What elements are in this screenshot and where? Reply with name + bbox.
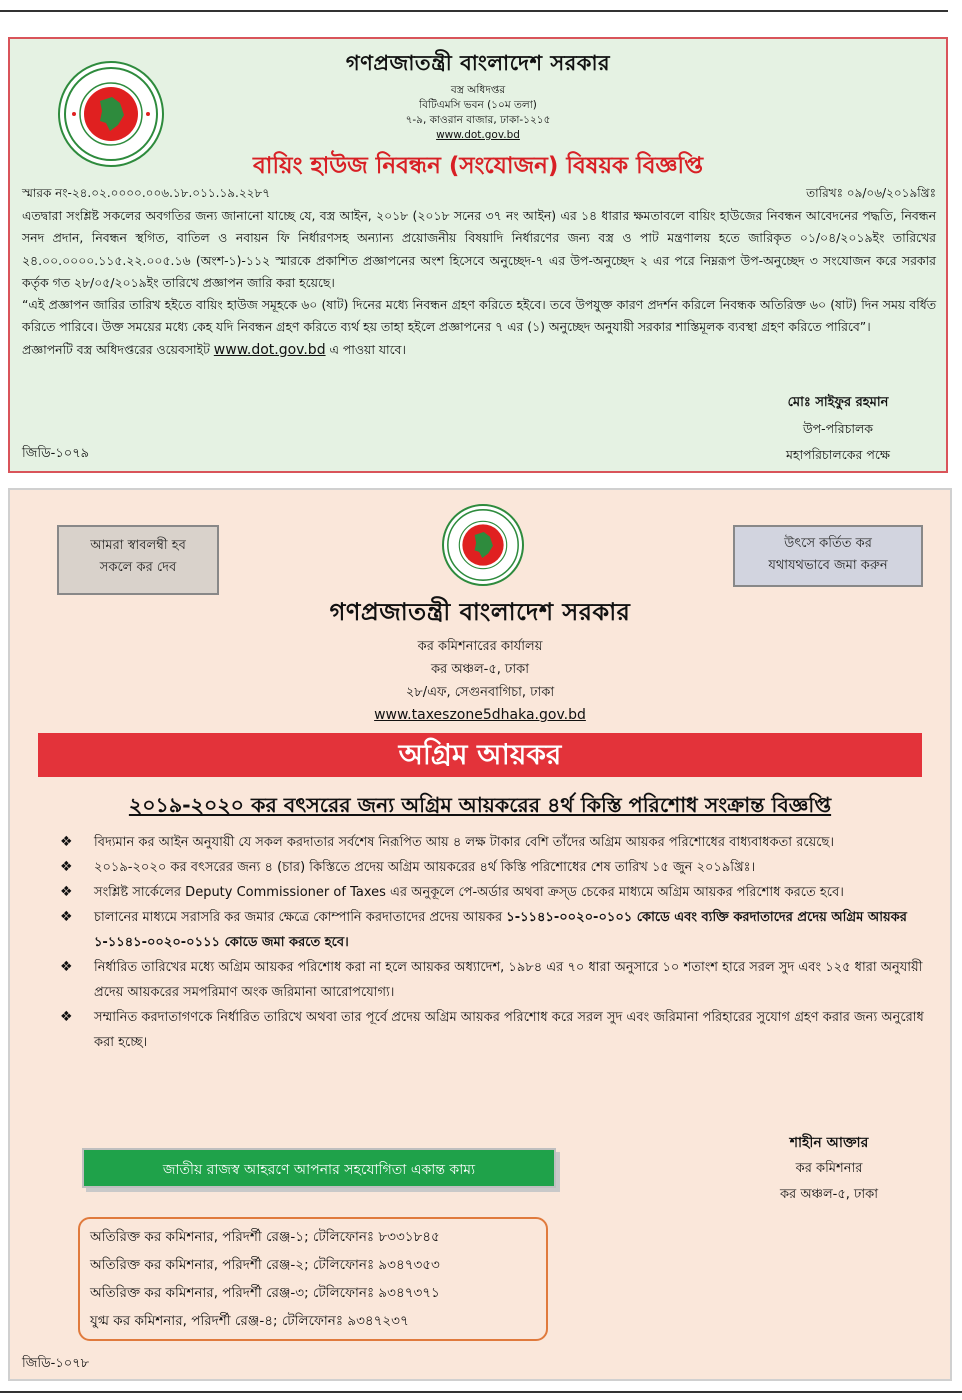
revenue-appeal-box: জাতীয় রাজস্ব আহরণে আপনার সহযোগিতা একান্ত কাম্য <box>82 1148 556 1188</box>
office-zone: কর অঞ্চল-৫, ঢাকা <box>430 662 530 677</box>
office-address: ২৮/এফ, সেগুনবাগিচা, ঢাকা <box>405 685 555 700</box>
bullet-text-bold: ১-১১৪১-০০২০-০১০১ কোডে এবং ব্যক্তি করদাতাদের প্রদেয় অগ্রিম আয়কর ১-১১৪১-০০২০-০১১১ কোডে জমা করতে হবে। <box>94 910 907 950</box>
signatory-name: মোঃ সাইফুর রহমান <box>787 395 889 410</box>
government-title: গণপ্রজাতন্ত্রী বাংলাদেশ সরকার <box>345 51 611 75</box>
list-item <box>60 955 926 1005</box>
office-name: কর কমিশনারের কার্যালয় <box>417 639 543 654</box>
website-suffix: এ পাওয়া যাবে। <box>329 341 406 357</box>
bullet-diamond-icon: ❖ <box>60 909 73 925</box>
bullet-text: ২০১৯-২০২০ কর বৎসরের জন্য ৪ (চার) কিস্তিতে প্রদেয় অগ্রিম আয়করের ৪র্থ কিস্তি পরিশোধের শেষ তারিখ ১৫ জুন ২০১৯খ্রিঃ। <box>94 860 756 875</box>
contact-list <box>78 1217 548 1341</box>
advance-tax-banner: অগ্রিম আয়কর <box>38 733 922 777</box>
notice-buying-house-registration <box>8 37 948 473</box>
slogan-left-line-1: আমরা স্বাবলম্বী হব <box>90 538 186 553</box>
office-website-link[interactable]: www.dot.gov.bd <box>436 129 520 141</box>
signatory-title: উপ-পরিচালক <box>802 421 874 436</box>
bullet-text: চালানের মাধ্যমে সরাসরি কর জমার ক্ষেত্রে কোম্পানি করদাতাদের প্রদেয় আয়কর <box>94 910 507 925</box>
body-paragraph-3 <box>22 339 936 361</box>
office-website-link[interactable]: www.taxeszone5dhaka.gov.bd <box>374 707 586 723</box>
slogan-box-right <box>733 525 923 587</box>
bottom-divider <box>0 1391 962 1393</box>
bullet-text: সম্মানিত করদাতাগণকে নির্ধারিত তারিখে অথবা তার পূর্বে প্রদেয় অগ্রিম আয়কর পরিশোধ করে সরল সুদ এবং জরিমানা পরিহারের সুযোগ গ্রহণ করার জন্য অনুরোধ করা হচ্ছে। <box>94 1010 924 1050</box>
notice-date: তারিখঃ ০৯/০৬/২০১৯খ্রিঃ <box>806 186 936 200</box>
list-item <box>60 830 926 855</box>
notice-body <box>22 205 936 361</box>
bullet-text: বিদ্যমান কর আইন অনুযায়ী যে সকল করদাতার সর্বশেষ নিরূপিত আয় ৪ লক্ষ টাকার বেশি তাঁদের অগ্রিম আয়কর পরিশোধের বাধ্যবাধকতা রয়েছে। <box>94 835 834 850</box>
list-item <box>60 905 926 955</box>
office-address: ৭-৯, কাওরান বাজার, ঢাকা-১২১৫ <box>405 114 551 126</box>
list-item: অতিরিক্ত কর কমিশনার, পরিদর্শী রেঞ্জ-১; টেলিফোনঃ ৮৩৩১৮৪৫ <box>90 1229 440 1245</box>
memo-number: স্মারক নং-২৪.০২.০০০০.০০৬.১৮.০১১.১৯.২২৮৭ <box>22 186 271 200</box>
bullet-diamond-icon: ❖ <box>60 959 73 975</box>
website-prefix: প্রজ্ঞাপনটি বস্ত্র অধিদপ্তরের ওয়েবসাইট <box>22 341 210 357</box>
slogan-box-left <box>57 525 219 595</box>
slogan-right-line-1: উৎসে কর্তিত কর <box>784 536 872 551</box>
signatory-role: মহাপরিচালকের পক্ষে <box>785 447 890 462</box>
list-item <box>60 880 926 905</box>
list-item <box>60 1005 926 1055</box>
body-paragraph-1: এতদ্বারা সংশ্লিষ্ট সকলের অবগতির জন্য জানানো যাচ্ছে যে, বস্ত্র আইন, ২০১৮ (২০১৮ সনের ৩৭ নং আইন) এর ১৪ ধারার ক্ষমতাবলে বায়িং হাউজের নিবন্ধন আবেদনের পদ্ধতি, নিবন্ধন সনদ প্রদান, নিবন্ধন স্থগিত, বাতিল ও নবায়ন ফি নির্ধারণসহ অন্যান্য প্রয়োজনীয় বিষয়াদি নির্ধারণের জন্য বস্ত্র ও পাট মন্ত্রণালয় হতে জারিকৃত ০১/০৪/২০১৯ইং তারিখের ২৪.০০.০০০০.১১৫.২২.০০৫.১৬ (অংশ-১)-১১২ স্মারকে প্রকাশিত প্রজ্ঞাপনের অংশ হিসেবে অনুচ্ছেদ-৭ এর উপ-অনুচ্ছেদ ২ এর পরে নিম্নরূপ উপ-অনুচ্ছেদ ৩ সংযোজন করে সরকার কর্তৃক গত ২৮/০৫/২০১৯ইং তারিখে প্রজ্ঞাপন জারি করা হয়েছে। <box>22 208 936 290</box>
slogan-right-line-2: যথাযথভাবে জমা করুন <box>768 558 888 573</box>
list-item: অতিরিক্ত কর কমিশনার, পরিদর্শী রেঞ্জ-২; টেলিফোনঃ ৯৩৪৭৩৫৩ <box>90 1257 440 1273</box>
notice-headline: বায়িং হাউজ নিবন্ধন (সংযোজন) বিষয়ক বিজ্ঞপ্তি <box>253 153 703 179</box>
government-title: গণপ্রজাতন্ত্রী বাংলাদেশ সরকার <box>329 598 631 626</box>
signatory-title: কর কমিশনার <box>795 1161 863 1176</box>
top-divider <box>0 10 948 12</box>
signature-block <box>786 390 890 468</box>
bullet-diamond-icon: ❖ <box>60 1009 73 1025</box>
office-name: বস্ত্র অধিদপ্তর <box>450 84 506 96</box>
signature-block <box>754 1130 904 1208</box>
gd-number: জিডি-১০৭৮ <box>22 1356 90 1371</box>
signatory-zone: কর অঞ্চল-৫, ঢাকা <box>779 1187 879 1202</box>
bullet-diamond-icon: ❖ <box>60 859 73 875</box>
bullet-diamond-icon: ❖ <box>60 884 73 900</box>
list-item <box>60 855 926 880</box>
signatory-name: শাহীন আক্তার <box>789 1135 869 1151</box>
office-building: বিটিএমসি ভবন (১০ম তলা) <box>419 99 537 111</box>
notice-headline: ২০১৯-২০২০ কর বৎসরের জন্য অগ্রিম আয়করের ৪র্থ কিস্তি পরিশোধ সংক্রান্ত বিজ্ঞপ্তি <box>128 793 832 817</box>
slogan-left-line-2: সকলে কর দেব <box>99 560 177 575</box>
gd-number: জিডি-১০৭৯ <box>22 446 90 461</box>
bullet-text: সংশ্লিষ্ট সার্কেলের Deputy Commissioner of Taxes এর অনুকূলে পে-অর্ডার অথবা ক্রস্ড চেকের মাধ্যমে অগ্রিম আয়কর পরিশোধ করতে হবে। <box>94 885 844 900</box>
government-seal-icon <box>442 504 524 586</box>
bullet-list <box>60 830 926 1055</box>
bullet-diamond-icon: ❖ <box>60 834 73 850</box>
bullet-text: নির্ধারিত তারিখের মধ্যে অগ্রিম আয়কর পরিশোধ করা না হলে আয়কর অধ্যাদেশ, ১৯৮৪ এর ৭০ ধারা অনুসারে ১০ শতাংশ হারে সরল সুদ এবং ১২৫ ধারা অনুযায়ী প্রদেয় আয়করের সমপরিমাণ অংক জরিমানা আরোপযোগ্য। <box>94 960 923 1000</box>
notice-advance-income-tax <box>8 488 952 1381</box>
body-paragraph-2: “এই প্রজ্ঞাপন জারির তারিখ হইতে বায়িং হাউজ সমূহকে ৬০ (ষাট) দিনের মধ্যে নিবন্ধন গ্রহণ করিতে হইবে। তবে উপযুক্ত কারণ প্রদর্শন করিলে নিবন্ধক অতিরিক্ত ৬০ (ষাট) দিন সময় বর্ধিত করিতে পারিবে। উক্ত সময়ের মধ্যে কেহ যদি নিবন্ধন গ্রহণ করিতে ব্যর্থ হয় তাহা হইলে প্রজ্ঞাপনের ৭ এর (১) অনুচ্ছেদ অনুযায়ী সরকার শাস্তিমূলক ব্যবস্থা গ্রহণ করিতে পারিবে”। <box>22 297 936 335</box>
website-link[interactable]: www.dot.gov.bd <box>213 341 326 358</box>
list-item: যুগ্ম কর কমিশনার, পরিদর্শী রেঞ্জ-৪; টেলিফোনঃ ৯৩৪৭২৩৭ <box>90 1313 409 1329</box>
list-item: অতিরিক্ত কর কমিশনার, পরিদর্শী রেঞ্জ-৩; টেলিফোনঃ ৯৩৪৭৩৭১ <box>90 1285 440 1301</box>
memo-row <box>22 185 936 205</box>
